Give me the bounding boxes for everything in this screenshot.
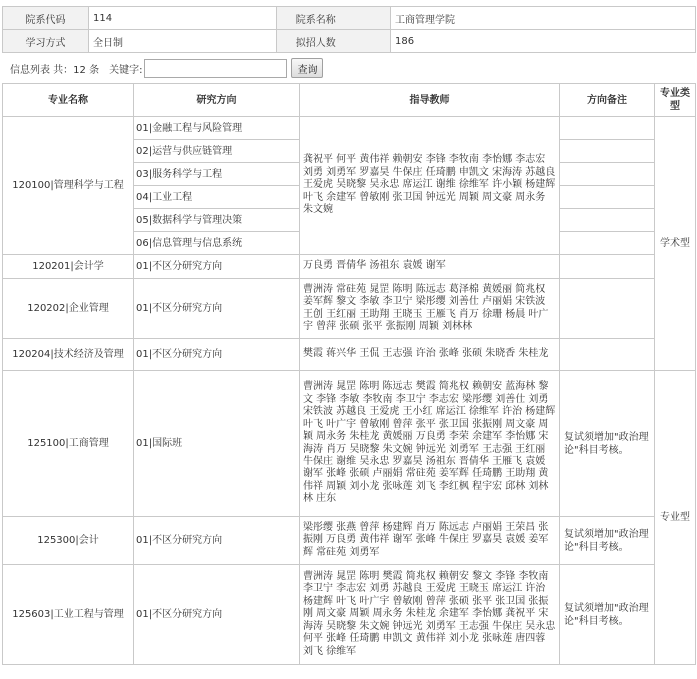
program-name: 125603|工业工程与管理 (3, 565, 134, 665)
program-name: 125100|工商管理 (3, 371, 134, 517)
note (560, 186, 655, 209)
note: 复试须增加"政治理论"科目考核。 (560, 371, 655, 517)
direction: 01|不区分研究方向 (134, 517, 300, 565)
study-mode-label: 学习方式 (3, 30, 89, 53)
program-name: 120100|管理科学与工程 (3, 117, 134, 255)
note (560, 255, 655, 279)
dept-code-label: 院系代码 (3, 7, 89, 30)
teachers: 樊霞 蒋兴华 王侃 王志强 许治 张峰 张硕 朱晓香 朱桂龙 (300, 339, 560, 371)
direction: 03|服务科学与工程 (134, 163, 300, 186)
program-type: 学术型 (655, 117, 696, 371)
direction: 01|不区分研究方向 (134, 255, 300, 279)
table-row (3, 279, 696, 339)
search-button[interactable]: 查询 (291, 58, 323, 78)
table-row (3, 117, 696, 140)
direction: 05|数据科学与管理决策 (134, 209, 300, 232)
table-row (3, 371, 696, 517)
keyword-label: 关键字: (109, 64, 143, 76)
program-name: 120201|会计学 (3, 255, 134, 279)
program-table (2, 83, 696, 665)
note: 复试须增加"政治理论"科目考核。 (560, 565, 655, 665)
note (560, 163, 655, 186)
teachers: 曹洲涛 晁罡 陈明 陈远志 樊霞 简兆权 赖朝安 蓝海林 黎文 李锋 李敏 李牧南 李卫宁 李志宏 梁彤缨 刘善仕 刘勇 宋铁波 苏越良 王爱虎 王小红 席运江 徐维军 许治 杨建辉 叶飞 叶广宇 曾敏刚 曾萍 张平 张卫国 张振刚 周文豪 周颖 周永务 朱桂龙 黄媛丽 万良勇 李荣 余建军 李怡娜 宋海涛 肖万 吴晓黎 朱文婉 钟远光 刘勇军 王志强 王红丽 牛保庄 谢维 吴永忠 罗嘉昊 汤祖东 晋倩华 王雁飞 袁媛 谢军 张峰 张硕 卢丽娟 常砫苑 姜军辉 任琦鹏 王助翔 黄伟祥 周颖 刘小龙 张咏莲 刘飞 李红枫 程宇宏 邱林 刘林林 庄东 (300, 371, 560, 517)
table-header-row (3, 84, 696, 117)
program-type: 专业型 (655, 371, 696, 665)
note (560, 140, 655, 163)
header-teachers: 指导教师 (300, 84, 560, 117)
spacer (355, 7, 391, 30)
direction: 01|不区分研究方向 (134, 565, 300, 665)
table-row (3, 565, 696, 665)
quota-label: 拟招人数 (277, 30, 355, 53)
program-name: 120204|技术经济及管理 (3, 339, 134, 371)
note (560, 117, 655, 140)
direction: 01|不区分研究方向 (134, 279, 300, 339)
table-row (3, 255, 696, 279)
search-bar (2, 53, 697, 83)
keyword-input[interactable] (144, 59, 287, 78)
teachers: 曹洲涛 常砫苑 晁罡 陈明 陈远志 葛泽棉 黄媛丽 简兆权 姜军辉 黎文 李敏 李卫宁 梁彤缨 刘善仕 卢丽娟 宋铁波 王创 王红丽 王助翔 王晓玉 王雁飞 肖万 徐珊 杨晨 叶广宇 曾萍 张硕 张平 张振刚 周颖 刘林林 (300, 279, 560, 339)
direction: 06|信息管理与信息系统 (134, 232, 300, 255)
teachers: 曹洲涛 晁罡 陈明 樊霞 简兆权 赖朝安 黎文 李锋 李牧南 李卫宁 李志宏 刘勇 苏越良 王爱虎 王晓玉 席运江 许治 杨建辉 叶飞 叶广宇 曾敏刚 曾萍 张硕 张平 张卫国 张振刚 周文豪 周颖 周永务 朱桂龙 余建军 李怡娜 龚祝平 宋海涛 吴晓黎 朱文婉 钟远光 刘勇军 王志强 牛保庄 吴永忠 何平 张峰 任琦鹏 申凯文 黄伟祥 刘小龙 张咏莲 唐四蓉 刘飞 徐维军 (300, 565, 560, 665)
direction: 02|运营与供应链管理 (134, 140, 300, 163)
direction: 01|金融工程与风险管理 (134, 117, 300, 140)
dept-name-value: 工商管理学院 (391, 7, 696, 30)
record-count: 信息列表 共：12 条 (10, 64, 100, 76)
header-type: 专业类型 (655, 84, 696, 117)
header-note: 方向备注 (560, 84, 655, 117)
table-row (3, 339, 696, 371)
study-mode-value: 全日制 (89, 30, 277, 53)
quota-value: 186 (391, 30, 696, 53)
program-name: 125300|会计 (3, 517, 134, 565)
note (560, 232, 655, 255)
note (560, 339, 655, 371)
direction: 01|不区分研究方向 (134, 339, 300, 371)
teachers: 梁彤缨 张燕 曾萍 杨建辉 肖万 陈远志 卢丽娟 王荣昌 张振刚 万良勇 黄伟祥 谢军 张峰 牛保庄 罗嘉昊 袁媛 姜军辉 常砫苑 刘勇军 (300, 517, 560, 565)
note (560, 279, 655, 339)
teachers: 万良勇 晋倩华 汤祖东 袁媛 谢军 (300, 255, 560, 279)
dept-code-value: 114 (89, 7, 277, 30)
teachers: 龚祝平 何平 黄伟祥 赖朝安 李锋 李牧南 李怡娜 李志宏 刘勇 刘勇军 罗嘉昊 牛保庄 任琦鹏 申凯文 宋海涛 苏越良 王爱虎 吴晓黎 吴永忠 席运江 谢维 徐维军 许小颖 杨建辉 叶飞 余建军 曾敏刚 张卫国 钟远光 周颖 周文豪 周永务 朱文婉 (300, 117, 560, 255)
direction: 04|工业工程 (134, 186, 300, 209)
header-direction: 研究方向 (134, 84, 300, 117)
spacer (355, 30, 391, 53)
note: 复试须增加"政治理论"科目考核。 (560, 517, 655, 565)
direction: 01|国际班 (134, 371, 300, 517)
dept-name-label: 院系名称 (277, 7, 355, 30)
table-row (3, 517, 696, 565)
department-info-table (2, 6, 696, 53)
program-name: 120202|企业管理 (3, 279, 134, 339)
note (560, 209, 655, 232)
header-program: 专业名称 (3, 84, 134, 117)
